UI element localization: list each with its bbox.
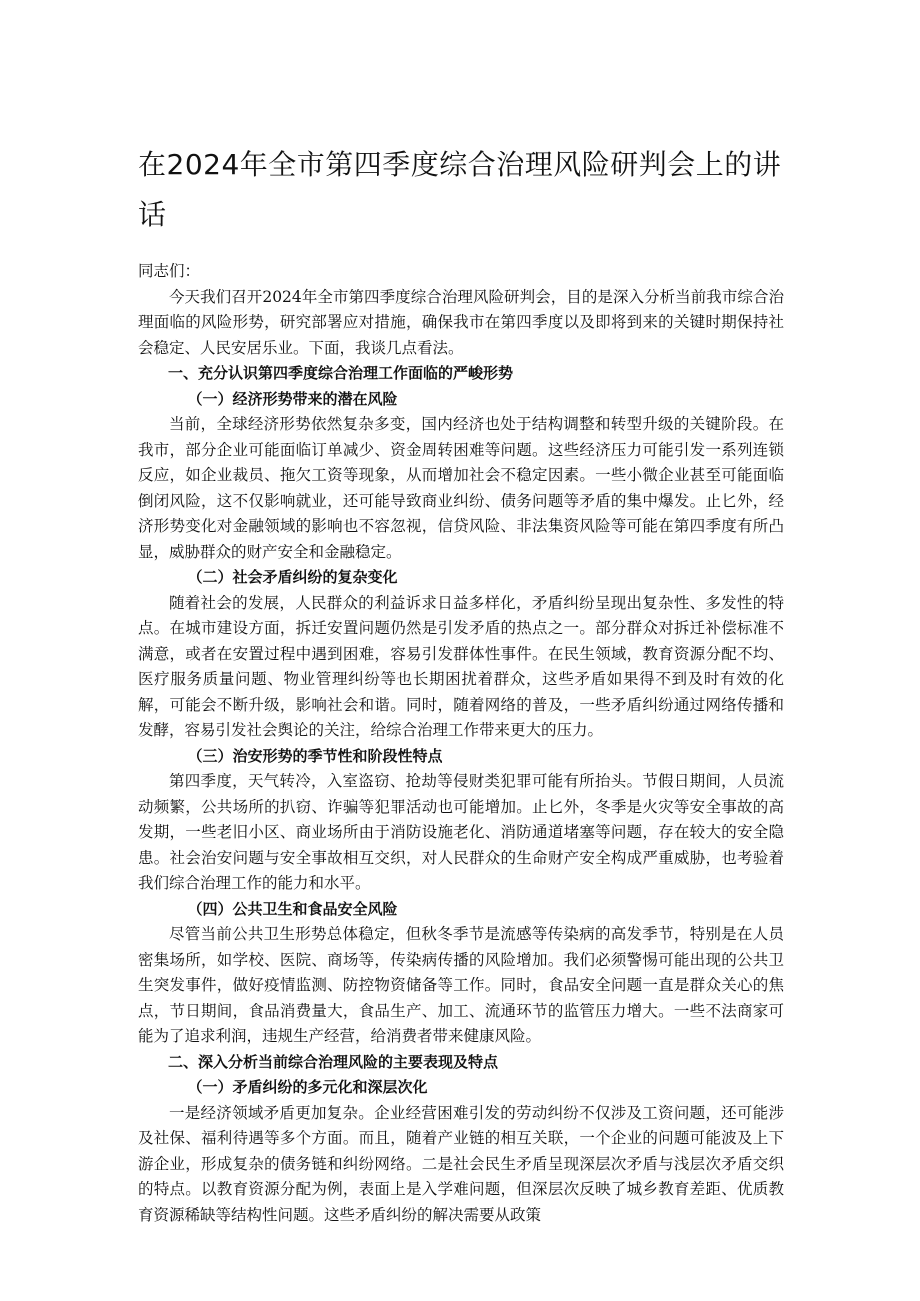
section-1-4-body: 尽管当前公共卫生形势总体稳定，但秋冬季节是流感等传染病的高发季节，特别是在人员密集场所，如学校、医院、商场等，传染病传播的风险增加。我们必须警惕可能出现的公共卫生突发事件，做好疫情监测、防控物资储备等工作。同时，食品安全问题一直是群众关心的焦点，节日期间，食品消费量大，食品生产、加工、流通环节的监管压力增大。一些不法商家可能为了追求利润，违规生产经营，给消费者带来健康风险。	[138, 925, 784, 1045]
section-1-1-body: 当前，全球经济形势依然复杂多变，国内经济也处于结构调整和转型升级的关键阶段。在我市，部分企业可能面临订单减少、资金周转困难等问题。这些经济压力可能引发一系列连锁反应，如企业裁员、拖欠工资等现象，从而增加社会不稳定因素。一些小微企业甚至可能面临倒闭风险，这不仅影响就业，还可能导致商业纠纷、债务问题等矛盾的集中爆发。止匕外，经济形势变化对金融领域的影响也不容忽视，信贷风险、非法集资风险等可能在第四季度有所凸显，威胁群众的财产安全和金融稳定。	[138, 415, 784, 561]
section-1-2-heading: （二）社会矛盾纠纷的复杂变化	[187, 568, 398, 586]
section-1-1-heading: （一）经济形势带来的潜在风险	[187, 389, 398, 408]
salutation: 同志们：	[138, 262, 201, 280]
section-1-2-body: 随着社会的发展，人民群众的利益诉求日益多样化，矛盾纠纷呈现出复杂性、多发性的特点。在城市建设方面，拆迁安置问题仍然是引发矛盾的热点之一。部分群众对拆迁补偿标准不满意，或者在安置过程中遇到困难，容易引发群体性事件。在民生领域，教育资源分配不均、医疗服务质量问题、物业管理纠纷等也长期困扰着群众，这些矛盾如果得不到及时有效的化解，可能会不断升级，影响社会和谐。同时，随着网络的普及，一些矛盾纠纷通过网络传播和发酵，容易引发社会舆论的关注，给综合治理工作带来更大的压力。	[138, 593, 784, 739]
section-2-heading: 二、深入分析当前综合治理风险的主要表现及特点	[168, 1052, 499, 1071]
document-page	[138, 0, 784, 1228]
section-1-4-heading: （四）公共卫生和食品安全风险	[187, 899, 398, 918]
section-1-heading: 一、充分认识第四季度综合治理工作面临的严峻形势	[168, 364, 514, 382]
section-1-3-body: 第四季度，天气转冷，入室盗窃、抢劫等侵财类犯罪可能有所抬头。节假日期间，人员流动频繁，公共场所的扒窃、诈骗等犯罪活动也可能增加。止匕外，冬季是火灾等安全事故的高发期，一些老旧小区、商业场所由于消防设施老化、消防通道堵塞等问题，存在较大的安全隐患。社会治安问题与安全事故相互交织，对人民群众的生命财产安全构成严重威胁，也考验着我们综合治理工作的能力和水平。	[138, 772, 784, 892]
section-2-1-body: 一是经济领域矛盾更加复杂。企业经营困难引发的劳动纠纷不仅涉及工资问题，还可能涉及社保、福利待遇等多个方面。而且，随着产业链的相互关联，一个企业的问题可能波及上下游企业，形成复杂的债务链和纠纷网络。二是社会民生矛盾呈现深层次矛盾与浅层次矛盾交织的特点。以教育资源分配为例，表面上是入学难问题，但深层次反映了城乡教育差距、优质教育资源稀缺等结构性问题。这些矛盾纠纷的解决需要从政策	[138, 1103, 784, 1224]
intro-paragraph: 今天我们召开2024年全市第四季度综合治理风险研判会，目的是深入分析当前我市综合治理面临的风险形势，研究部署应对措施，确保我市在第四季度以及即将到来的关键时期保持社会稳定、人民安居乐业。下面，我谈几点看法。	[138, 287, 784, 357]
section-1-3-heading: （三）治安形势的季节性和阶段性特点	[187, 746, 443, 765]
section-2-1-heading: （一）矛盾纠纷的多元化和深层次化	[187, 1078, 428, 1096]
document-title: 在2024年全市第四季度综合治理风险研判会上的讲话	[138, 148, 782, 231]
